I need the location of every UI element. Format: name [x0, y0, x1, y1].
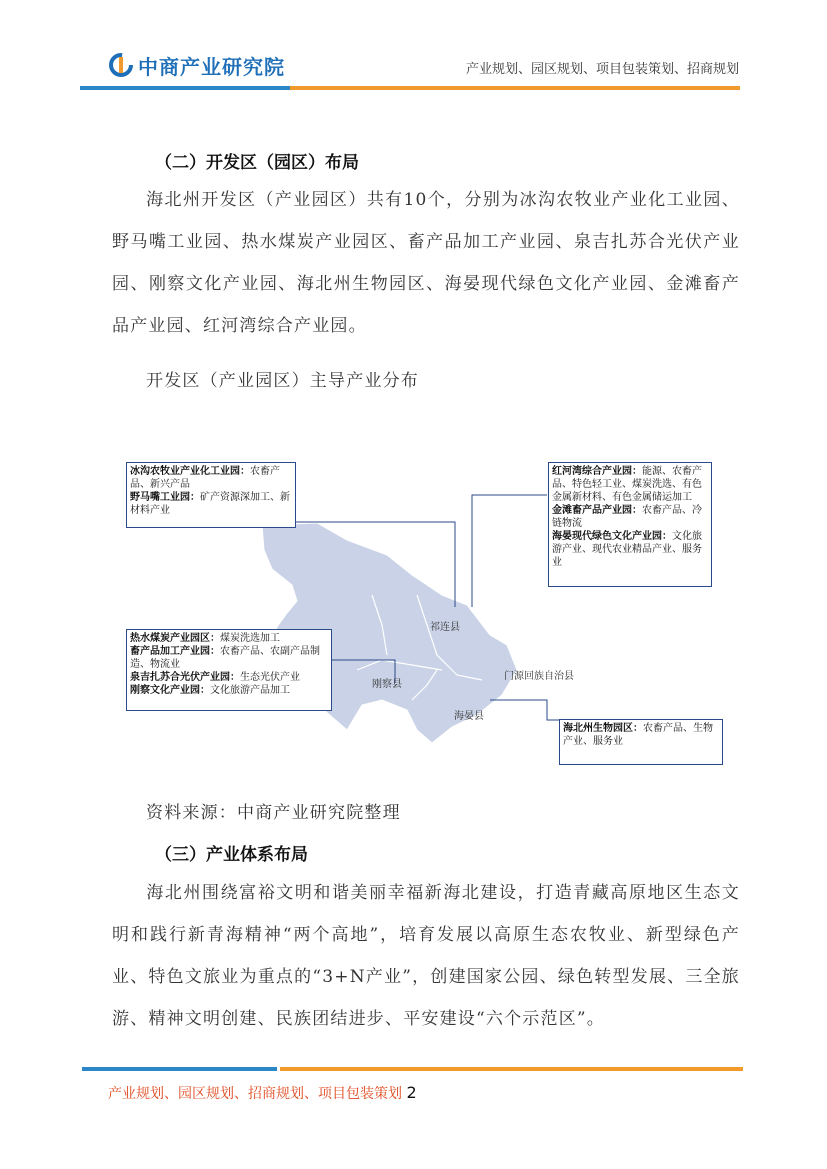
footer-rule-blue [82, 1067, 277, 1071]
place-label-haiyan: 海晏县 [454, 711, 484, 722]
callout-bottom-right [559, 719, 723, 765]
logo-mark-icon [108, 52, 134, 78]
header-tagline: 产业规划、园区规划、项目包装策划、招商规划 [465, 62, 739, 77]
callout-line: 野马嘴工业园：矿产资源深加工、新材料产业 [130, 492, 290, 516]
figure-caption: 开发区（产业园区）主导产业分布 [146, 371, 419, 391]
paragraph-industry-text: 海北州围绕富裕文明和谐美丽幸福新海北建设，打造青藏高原地区生态文明和践行新青海精神“两个高地”，培育发展以高原生态农牧业、新型绿色产业、特色文旅业为重点的“3+N产业”，创建国家公园、绿色转型发展、三全旅游、精神文明创建、民族团结进步、平安建设“六个示范区”。 [112, 883, 740, 1029]
callout-line: 热水煤炭产业园区：煤炭洗选加工 [130, 633, 280, 644]
section-heading-industry: （三）产业体系布局 [155, 845, 308, 865]
brand-logo [108, 50, 285, 80]
place-label-gangcha: 刚察县 [372, 679, 402, 690]
paragraph-industry [112, 872, 740, 1040]
footer [108, 1083, 417, 1103]
footer-rule-orange [280, 1067, 743, 1071]
callout-mid-left [126, 629, 332, 711]
footer-tagline: 产业规划、园区规划、招商规划、项目包装策划 [108, 1086, 402, 1102]
callout-line: 海晏现代绿色文化产业园：文化旅游产业、现代农业精品产业、服务业 [552, 531, 702, 568]
callout-line: 泉吉扎苏合光伏产业园：生态光伏产业 [130, 672, 300, 683]
place-label-qilian: 祁连县 [430, 622, 460, 633]
callout-top-left [126, 462, 296, 528]
logo-text: 中商产业研究院 [138, 54, 285, 79]
page-number: 2 [406, 1083, 417, 1102]
paragraph-parks [112, 179, 740, 347]
park-distribution-map [112, 445, 732, 785]
place-label-menyuan: 门源回族自治县 [504, 671, 574, 682]
paragraph-parks-text: 海北州开发区（产业园区）共有10个，分别为冰沟农牧业产业化工业园、野马嘴工业园、热水煤炭产业园区、畜产品加工产业园、泉吉扎苏合光伏产业园、刚察文化产业园、海北州生物园区、海晏现代绿色文化产业园、金滩畜产品产业园、红河湾综合产业园。 [112, 190, 740, 336]
callout-line: 金滩畜产品产业园：农畜产品、冷链物流 [552, 505, 702, 529]
callout-line: 冰沟农牧业产业化工业园：农畜产品、新兴产品 [130, 466, 280, 490]
header-rule-blue [80, 86, 290, 90]
callout-top-right [548, 462, 712, 587]
callout-line: 红河湾综合产业园：能源、农畜产品、特色轻工业、煤炭洗选、有色金属新材料、有色金属储运加工 [552, 466, 702, 503]
source-note: 资料来源：中商产业研究院整理 [146, 803, 401, 823]
section-heading-layout: （二）开发区（园区）布局 [155, 153, 359, 173]
callout-line: 畜产品加工产业园：农畜产品、农副产品制造、物流业 [130, 646, 320, 670]
callout-line: 海北州生物园区：农畜产品、生物产业、服务业 [563, 723, 713, 747]
header-rule-orange [290, 86, 740, 90]
callout-line: 刚察文化产业园：文化旅游产品加工 [130, 685, 290, 696]
